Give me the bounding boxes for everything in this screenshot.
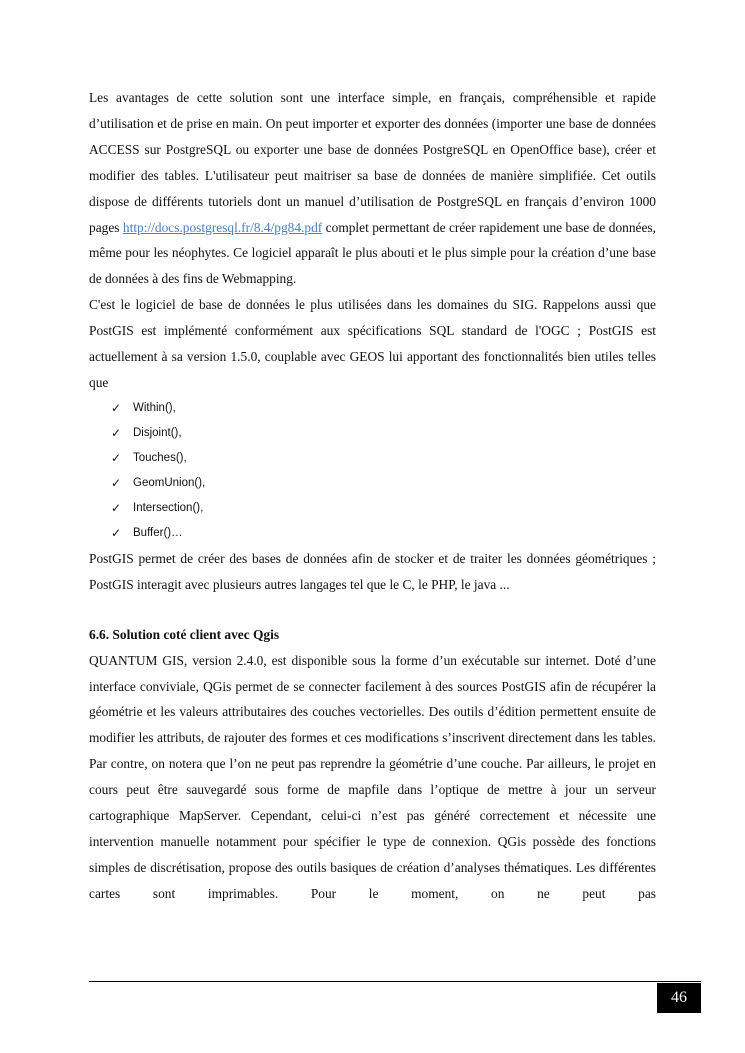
checkmark-icon: ✓ — [111, 500, 122, 515]
page-number: 46 — [657, 983, 701, 1013]
list-item: ✓ Disjoint(), — [111, 421, 656, 446]
checkmark-icon: ✓ — [111, 475, 122, 490]
checkmark-icon: ✓ — [111, 400, 122, 415]
list-item: ✓ Within(), — [111, 396, 656, 421]
intro-text: Les avantages de cette solution sont une interface simple, en français, compréhensible et rapide d’utilisation et de prise en main. On peut importer et exporter des données (importer une base de données ACCESS sur PostgreSQL ou exporter une base de données PostgreSQL en OpenOffice base), créer et modifier des tables. L'utilisateur peut maitriser sa base de données de manière simplifiée. Cet outils dispose de différents tutoriels dont un manuel d’utilisation de PostgreSQL en français d’environ 1000 pages — [89, 90, 656, 235]
page-body — [89, 85, 656, 907]
list-item: ✓ GeomUnion(), — [111, 471, 656, 496]
checkmark-icon: ✓ — [111, 425, 122, 440]
paragraph-postgis: C'est le logiciel de base de données le plus utilisées dans les domaines du SIG. Rappelons aussi que PostGIS est implémenté conformément aux spécifications SQL standard de l'OGC ; PostGIS est actuellement à sa version 1.5.0, couplable avec GEOS lui apportant des fonctionnalités bien utiles telles que — [89, 297, 656, 390]
paragraph-postgis-storage: PostGIS permet de créer des bases de données afin de stocker et de traiter les données géométriques ; PostGIS interagit avec plusieurs autres langages tel que le C, le PHP, le java ... — [89, 550, 656, 592]
paragraph-qgis: QUANTUM GIS, version 2.4.0, est disponible sous la forme d’un exécutable sur internet. Doté d’une interface conviviale, QGis permet de se connecter facilement à des sources PostGIS afin de récupérer la géométrie et les valeurs attributaires des couches vectorielles. Des outils d’édition permettent ensuite de modifier les attributs, de rajouter des formes et ces modifications s’inscrivent directement dans les tables. Par contre, on notera que l’on ne peut pas reprendre la géométrie d’une couche. Par ailleurs, le projet en cours peut être sauvegardé sous forme de mapfile dans l’optique de mettre à jour un serveur cartographique MapServer. Cependant, celui-ci n’est pas généré correctement et nécessite une intervention manuelle notamment pour spécifier le type de connexion. QGis possède des fonctions simples de discrétisation, propose des outils basiques de création d’analyses thématiques. Les différentes cartes sont imprimables. Pour le moment, on ne peut pas — [89, 652, 656, 901]
footer-divider — [89, 981, 701, 982]
checkmark-icon: ✓ — [111, 450, 122, 465]
paragraph-intro — [89, 85, 656, 292]
list-item: ✓ Touches(), — [111, 446, 656, 471]
section-heading: 6.6. Solution coté client avec Qgis — [89, 626, 280, 642]
intro-text-end: complet permettant de créer rapidement une base de données, même pour les néophytes. Ce logiciel apparaît le plus abouti et le plus simple pour la création d’une base de données à des fins de Webmapping. — [89, 219, 656, 287]
function-list — [89, 396, 656, 546]
list-item: ✓ Buffer()… — [111, 521, 656, 546]
list-item: ✓ Intersection(), — [111, 496, 656, 521]
postgresql-manual-link[interactable]: http://docs.postgresql.fr/8.4/pg84.pdf — [122, 219, 323, 235]
checkmark-icon: ✓ — [111, 525, 122, 540]
